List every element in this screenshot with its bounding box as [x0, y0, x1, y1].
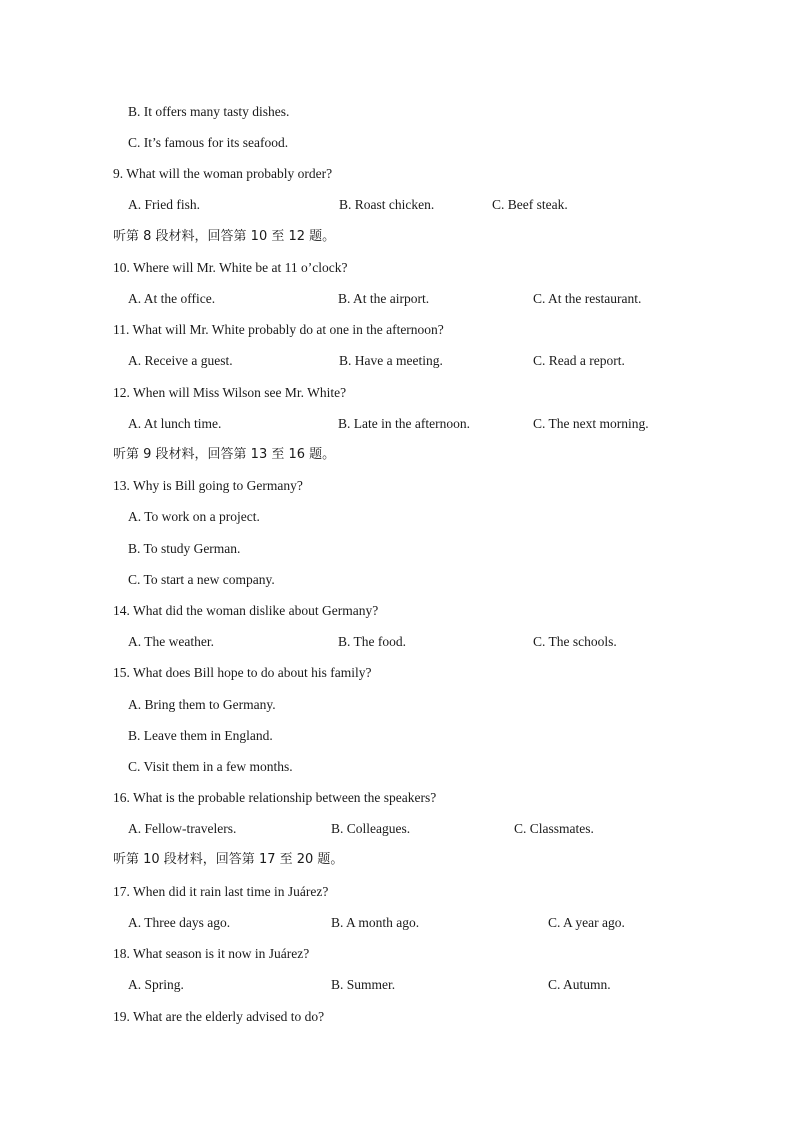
q17-option-b: B. A month ago.	[331, 915, 420, 930]
q9-option-c: C. Beef steak.	[492, 197, 568, 212]
q18-option-a: A. Spring.	[128, 977, 184, 992]
q9-option-b: B. Roast chicken.	[339, 197, 435, 212]
q15-option-a: A. Bring them to Germany.	[128, 697, 276, 712]
q10-option-a: A. At the office.	[128, 291, 216, 306]
q14-option-a: A. The weather.	[128, 634, 214, 649]
q10-option-c: C. At the restaurant.	[533, 291, 642, 306]
q18-option-c: C. Autumn.	[548, 977, 611, 992]
q13-option-b: B. To study German.	[128, 541, 241, 556]
q15-question: 15. What does Bill hope to do about his family?	[113, 665, 372, 680]
q14-question: 14. What did the woman dislike about Germany?	[113, 603, 379, 618]
q14-option-b: B. The food.	[338, 634, 406, 649]
q13-question: 13. Why is Bill going to Germany?	[113, 478, 303, 493]
q16-question: 16. What is the probable relationship between the speakers?	[113, 790, 437, 805]
q9-question: 9. What will the woman probably order?	[113, 166, 333, 181]
q17-option-c: C. A year ago.	[548, 915, 625, 930]
q13-option-c: C. To start a new company.	[128, 572, 275, 587]
q18-question: 18. What season is it now in Juárez?	[113, 946, 310, 961]
q15-option-b: B. Leave them in England.	[128, 728, 273, 743]
q11-question: 11. What will Mr. White probably do at one in the afternoon?	[113, 322, 444, 337]
q11-option-c: C. Read a report.	[533, 353, 625, 368]
q11-option-b: B. Have a meeting.	[339, 353, 443, 368]
q17-question: 17. When did it rain last time in Juárez?	[113, 884, 329, 899]
q14-option-c: C. The schools.	[533, 634, 617, 649]
q8-option-b: B. It offers many tasty dishes.	[128, 104, 290, 119]
section-9-heading: 听第 9 段材料，回答第 13 至 16 题。	[113, 447, 336, 462]
q9-option-a: A. Fried fish.	[128, 197, 200, 212]
q18-option-b: B. Summer.	[331, 977, 396, 992]
q12-option-c: C. The next morning.	[533, 416, 649, 431]
q16-option-a: A. Fellow-travelers.	[128, 821, 237, 836]
q16-option-c: C. Classmates.	[514, 821, 594, 836]
section-8-heading: 听第 8 段材料，回答第 10 至 12 题。	[113, 229, 336, 244]
q11-option-a: A. Receive a guest.	[128, 353, 233, 368]
q12-option-a: A. At lunch time.	[128, 416, 222, 431]
q8-option-c: C. It’s famous for its seafood.	[128, 135, 289, 150]
section-10-heading: 听第 10 段材料，回答第 17 至 20 题。	[113, 852, 344, 867]
q12-question: 12. When will Miss Wilson see Mr. White?	[113, 385, 347, 400]
q10-option-b: B. At the airport.	[338, 291, 430, 306]
q15-option-c: C. Visit them in a few months.	[128, 759, 293, 774]
q17-option-a: A. Three days ago.	[128, 915, 231, 930]
q16-option-b: B. Colleagues.	[331, 821, 411, 836]
q10-question: 10. Where will Mr. White be at 11 o’clock?	[113, 260, 348, 275]
q19-question: 19. What are the elderly advised to do?	[113, 1009, 325, 1024]
q13-option-a: A. To work on a project.	[128, 509, 260, 524]
q12-option-b: B. Late in the afternoon.	[338, 416, 470, 431]
